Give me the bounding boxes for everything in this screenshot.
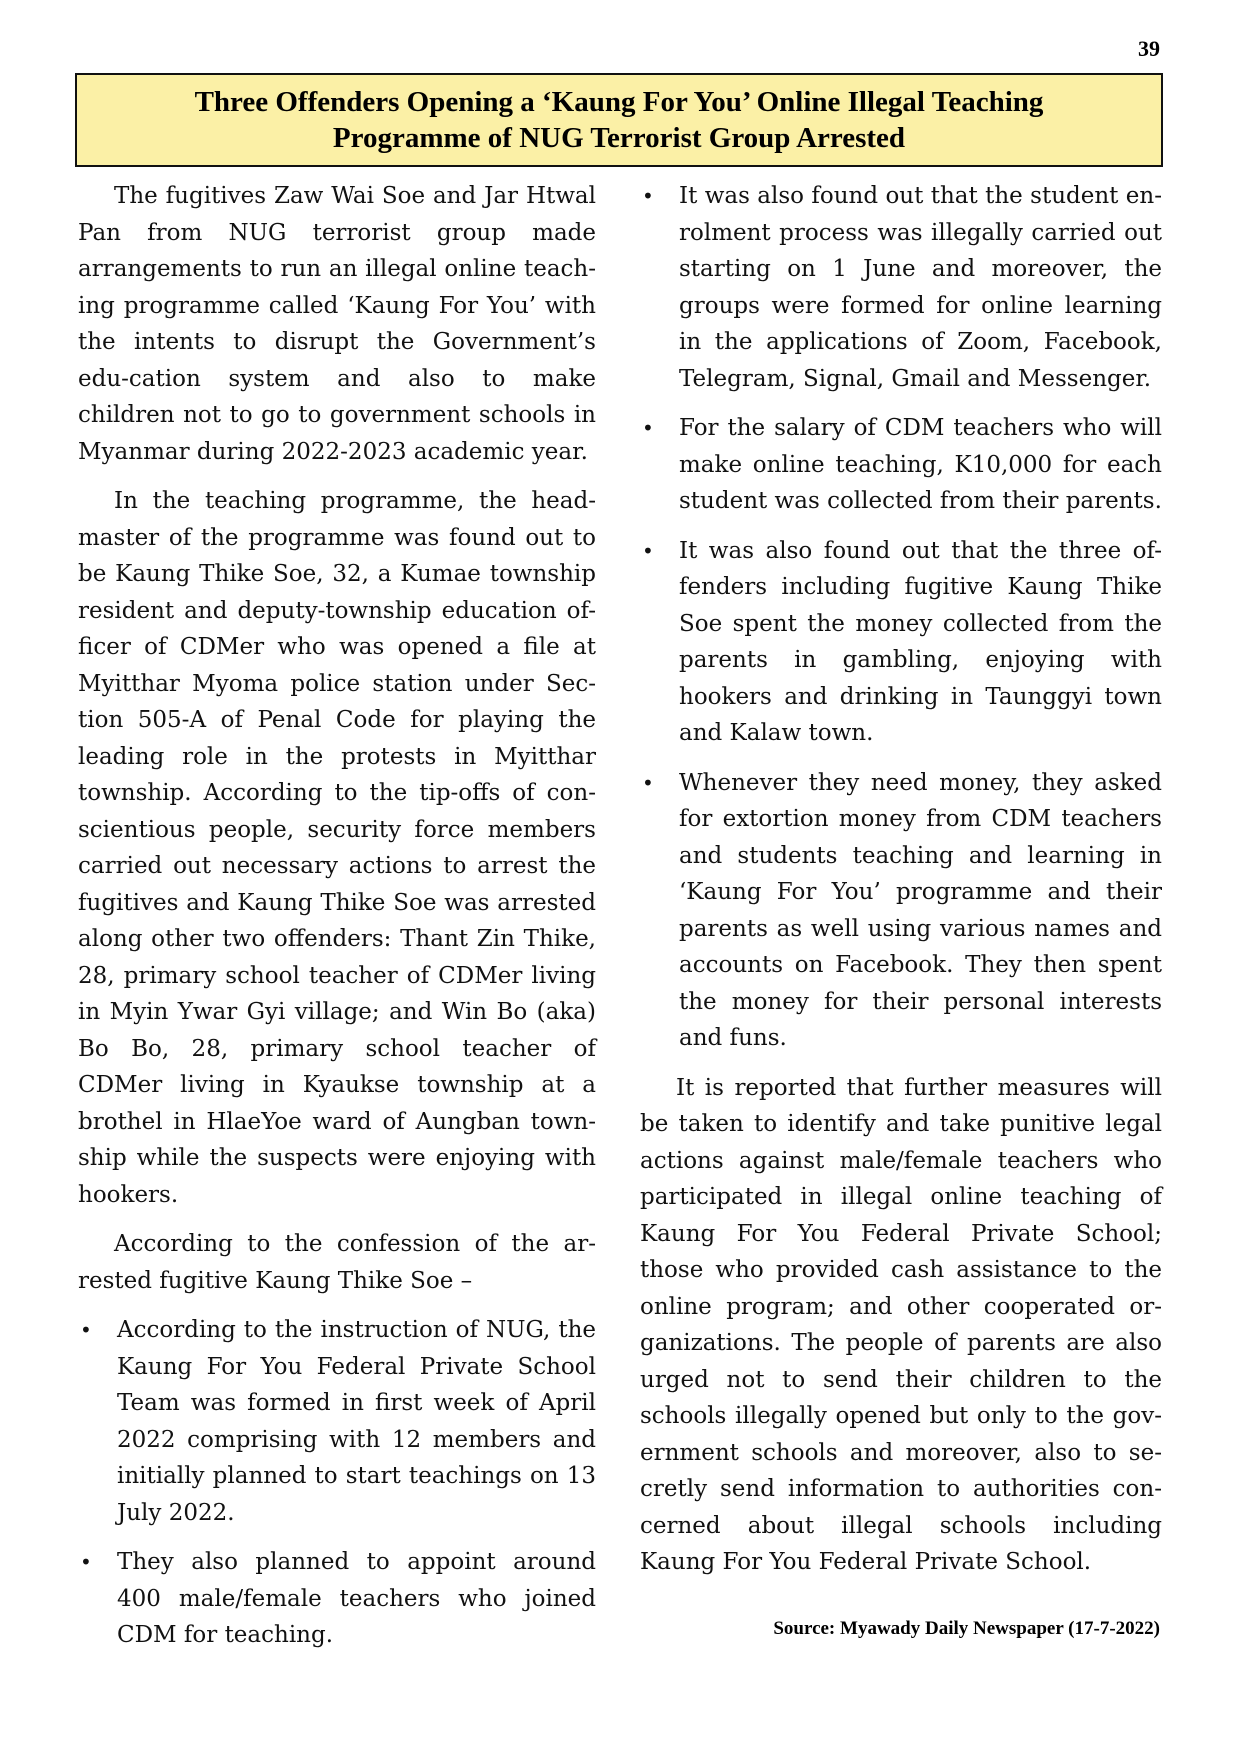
confession-list-continued: [640, 178, 1162, 1057]
list-item: • It was also found out that the three of-fenders including fugitive Kaung Thike Soe spent the money collected from the parents in gambling, enjoying with hookers and drinking in Taunggyi town and Kalaw town.: [640, 533, 1162, 752]
paragraph-conclusion: It is reported that further measures will be taken to identify and take punitive legal actions against male/female teachers who participated in illegal online teaching of Kaung For You Federal Private School; those who provided cash assistance to the online program; and other cooperated or-ganizations. The people of parents are also urged not to send their children to the schools illegally opened but only to the gov-ernment schools and moreover, also to se-cretly send information to authorities con-cerned about illegal schools including Kaung For You Federal Private School.: [640, 1074, 1162, 1575]
source-citation: Source: Myawady Daily Newspaper (17-7-2022): [773, 1618, 1160, 1639]
article-title-line-2: Programme of NUG Terrorist Group Arrested: [332, 122, 906, 154]
confession-list: [78, 1312, 596, 1654]
paragraph-intro: The fugitives Zaw Wai Soe and Jar Htwal Pan from NUG terrorist group made arrangements to run an illegal online teach-ing programme called ‘Kaung For You’ with the intents to disrupt the Government’s edu-cation system and also to make children not to go to government schools in Myanmar during 2022-2023 academic year.: [78, 183, 596, 465]
page-number: 39: [1138, 36, 1160, 61]
list-item: • Whenever they need money, they asked for extortion money from CDM teachers and students teaching and learning in ‘Kaung For You’ programme and their parents as well using various names and accounts on Facebook. They then spent the money for their personal interests and funs.: [640, 765, 1162, 1057]
list-item: • They also planned to appoint around 400 male/female teachers who joined CDM for teaching.: [78, 1544, 596, 1654]
paragraph-confession: According to the confession of the ar-rested fugitive Kaung Thike Soe –: [78, 1231, 596, 1294]
list-item: • According to the instruction of NUG, the Kaung For You Federal Private School Team was formed in first week of April 2022 comprising with 12 members and initially planned to start teachings on 13 July 2022.: [78, 1312, 596, 1531]
paragraph-headmaster: In the teaching programme, the head-master of the programme was found out to be Kaung Thike Soe, 32, a Kumae township resident and deputy-township education of-ficer of CDMer who was opened a file at Myitthar Myoma police station under Sec-tion 505-A of Penal Code for playing the leading role in the protests in Myitthar township. According to the tip-offs of con-scientious people, security force members carried out necessary actions to arrest the fugitives and Kaung Thike Soe was arrested along other two offenders: Thant Zin Thike, 28, primary school teacher of CDMer living in Myin Ywar Gyi village; and Win Bo (aka) Bo Bo, 28, primary school teacher of CDMer living in Kyaukse township at a brothel in HlaeYoe ward of Aungban town-ship while the suspects were enjoying with hookers.: [78, 488, 596, 1208]
list-item: • For the salary of CDM teachers who will make online teaching, K10,000 for each student was collected from their parents.: [640, 410, 1162, 520]
right-column: [640, 178, 1162, 1594]
list-item: • It was also found out that the student en-rolment process was illegally carried out starting on 1 June and moreover, the groups were formed for online learning in the applications of Zoom, Facebook, Telegram, Signal, Gmail and Messenger.: [640, 178, 1162, 397]
left-column: [78, 178, 596, 1667]
article-title-line-1: Three Offenders Opening a ‘Kaung For You’ Online Illegal Teaching: [194, 86, 1044, 118]
article-title-box: [75, 73, 1163, 167]
